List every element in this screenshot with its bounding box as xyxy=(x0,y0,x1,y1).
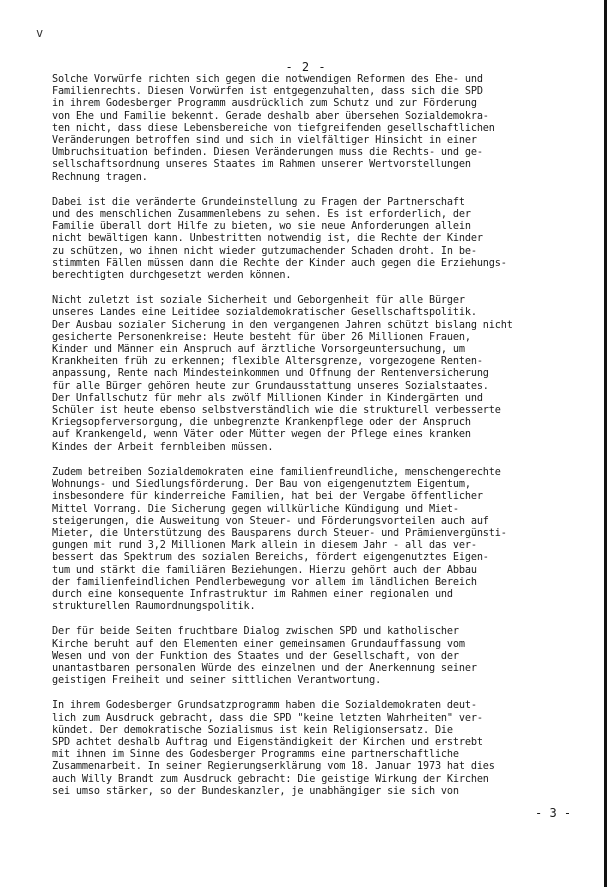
text-line: Der für beide Seiten fruchtbare Dialog zwischen SPD und katholischer xyxy=(52,626,459,638)
text-line: Mieter, die Unterstützung des Bausparens durch Steuer- und Prämienvergünsti- xyxy=(52,527,507,539)
text-line: Solche Vorwürfe richten sich gegen die notwendigen Reformen des Ehe- und xyxy=(52,74,483,85)
text-line: und des menschlichen Zusammenlebens zu sehen. Es ist erforderlich, der xyxy=(52,209,471,221)
paragraph xyxy=(52,467,572,613)
text-line: In ihrem Godesberger Grundsatzprogramm haben die Sozialdemokraten deut- xyxy=(52,700,477,712)
text-line: lich zum Ausdruck gebracht, dass die SPD "keine letzten Wahrheiten" ver- xyxy=(52,712,483,724)
text-line: Kinder und Männer ein Anspruch auf ärztliche Vorsorgeuntersuchung, um xyxy=(52,344,465,356)
text-line: Kirche beruht auf den Elementen einer gemeinsamen Grundauffassung vom xyxy=(52,638,465,650)
text-line: Veränderungen betroffen sind und sich in vielfältiger Hinsicht in einer xyxy=(52,135,477,147)
text-line: Rechnung tragen. xyxy=(52,171,148,183)
text-line: unantastbaren personalen Würde des einzelnen und der Anerkennung seiner xyxy=(52,662,477,674)
text-line: unseres Landes eine Leitidee sozialdemokratischer Gesellschaftspolitik. xyxy=(52,307,477,319)
text-line: auch Willy Brandt zum Ausdruck gebracht: Die geistige Wirkung der Kirchen xyxy=(52,773,489,785)
text-line: tum und stärkt die familiären Beziehungen. Hierzu gehört auch der Abbau xyxy=(52,564,477,576)
text-line: strukturellen Raumordnungspolitik. xyxy=(52,601,256,613)
text-line: mit ihnen im Sinne des Godesberger Programms eine partnerschaftliche xyxy=(52,749,459,761)
text-line: von Ehe und Familie bekennt. Gerade deshalb aber übersehen Sozialdemokra- xyxy=(52,110,489,122)
text-line: zu schützen, wo ihnen nicht wieder gutzumachender Schaden droht. In be- xyxy=(52,245,477,257)
text-line: für alle Bürger gehören heute zur Grundausstattung unseres Sozialstaates. xyxy=(52,380,489,392)
text-line: Dabei ist die veränderte Grundeinstellung zu Fragen der Partnerschaft xyxy=(52,196,465,208)
corner-mark: v xyxy=(36,26,44,40)
text-line: kündet. Der demokratische Sozialismus ist kein Religionsersatz. Die xyxy=(52,724,453,736)
text-line: Zusammenarbeit. In seiner Regierungserklärung vom 18. Januar 1973 hat dies xyxy=(52,761,495,773)
text-line: Kriegsopferversorgung, die unbegrenzte Krankenpflege oder der Anspruch xyxy=(52,417,471,429)
text-line: sellschaftsordnung unseres Staates im Rahmen unserer Wertvorstellungen xyxy=(52,159,471,171)
text-line: Wesen und von der Funktion des Staates und der Gesellschaft, von der xyxy=(52,650,459,662)
text-line: Mittel Vorrang. Die Sicherung gegen willkürliche Kündigung und Miet- xyxy=(52,503,459,515)
text-line: anpassung, Rente nach Mindesteinkommen und Öffnung der Rentenversicherung xyxy=(52,368,489,380)
text-line: stimmten Fällen müssen dann die Rechte der Kinder auch gegen die Erziehungs- xyxy=(52,257,507,269)
paragraph xyxy=(52,295,572,454)
text-line: gungen mit rund 3,2 Millionen Mark allein in diesem Jahr - all das ver- xyxy=(52,540,477,552)
text-line: auf Krankengeld, wenn Väter oder Mütter wegen der Pflege eines kranken xyxy=(52,429,471,441)
text-line: geistigen Freiheit und seiner sittlichen Verantwortung. xyxy=(52,675,382,687)
continuation-marker: - 3 - xyxy=(535,806,572,820)
text-line: insbesondere für kinderreiche Familien, hat bei der Vergabe öffentlicher xyxy=(52,491,483,503)
text-line: Kindes der Arbeit fernbleiben müssen. xyxy=(52,441,274,453)
text-line: durch eine konsequente Infrastruktur im Rahmen einer regionalen und xyxy=(52,588,453,600)
scan-border-right xyxy=(604,0,607,887)
text-line: berechtigten durchgesetzt werden können. xyxy=(52,270,292,282)
paragraph xyxy=(52,700,572,798)
text-line: nicht bewältigen kann. Unbestritten notwendig ist, die Rechte der Kinder xyxy=(52,233,483,245)
paragraph xyxy=(52,626,572,687)
text-line: Wohnungs- und Siedlungsförderung. Der Bau von eigengenutztem Eigentum, xyxy=(52,479,471,491)
paragraph xyxy=(52,197,572,282)
text-line: Der Unfallschutz für mehr als zwölf Millionen Kinder in Kindergärten und xyxy=(52,392,483,404)
text-line: SPD achtet deshalb Auftrag und Eigenständigkeit der Kirchen und erstrebt xyxy=(52,736,483,748)
document-body xyxy=(52,74,572,811)
text-line: Familie überall dort Hilfe zu bieten, wo sie neue Anforderungen allein xyxy=(52,221,471,233)
text-line: Schüler ist heute ebenso selbstverständlich wie die strukturell verbesserte xyxy=(52,405,501,417)
text-line: in ihrem Godesberger Programm ausdrücklich zum Schutz und zur Förderung xyxy=(52,98,477,110)
text-line: bessert das Spektrum des sozialen Bereichs, fördert eigengenutztes Eigen- xyxy=(52,552,489,564)
text-line: Nicht zuletzt ist soziale Sicherheit und Geborgenheit für alle Bürger xyxy=(52,295,465,307)
text-line: Zudem betreiben Sozialdemokraten eine familienfreundliche, menschengerechte xyxy=(52,466,501,478)
paragraph xyxy=(52,74,572,184)
text-line: ten nicht, dass diese Lebensbereiche von tiefgreifenden gesellschaftlichen xyxy=(52,122,495,134)
text-line: Krankheiten früh zu erkennen; flexible Altersgrenze, vorgezogene Renten- xyxy=(52,356,483,368)
text-line: gesicherte Personenkreise: Heute besteht für über 26 Millionen Frauen, xyxy=(52,331,471,343)
text-line: Familienrechts. Diesen Vorwürfen ist entgegenzuhalten, dass sich die SPD xyxy=(52,86,483,98)
text-line: Der Ausbau sozialer Sicherung in den vergangenen Jahren schützt bislang nicht xyxy=(52,319,513,331)
text-line: steigerungen, die Ausweitung von Steuer- und Förderungsvorteilen auch auf xyxy=(52,515,489,527)
text-line: der familienfeindlichen Pendlerbewegung vor allem im ländlichen Bereich xyxy=(52,576,477,588)
text-line: Umbruchsituation befinden. Diesen Veränderungen muss die Rechts- und ge- xyxy=(52,147,483,159)
page-number: - 2 - xyxy=(285,60,327,74)
text-line: sei umso stärker, so der Bundeskanzler, je unabhängiger sie sich von xyxy=(52,785,459,797)
